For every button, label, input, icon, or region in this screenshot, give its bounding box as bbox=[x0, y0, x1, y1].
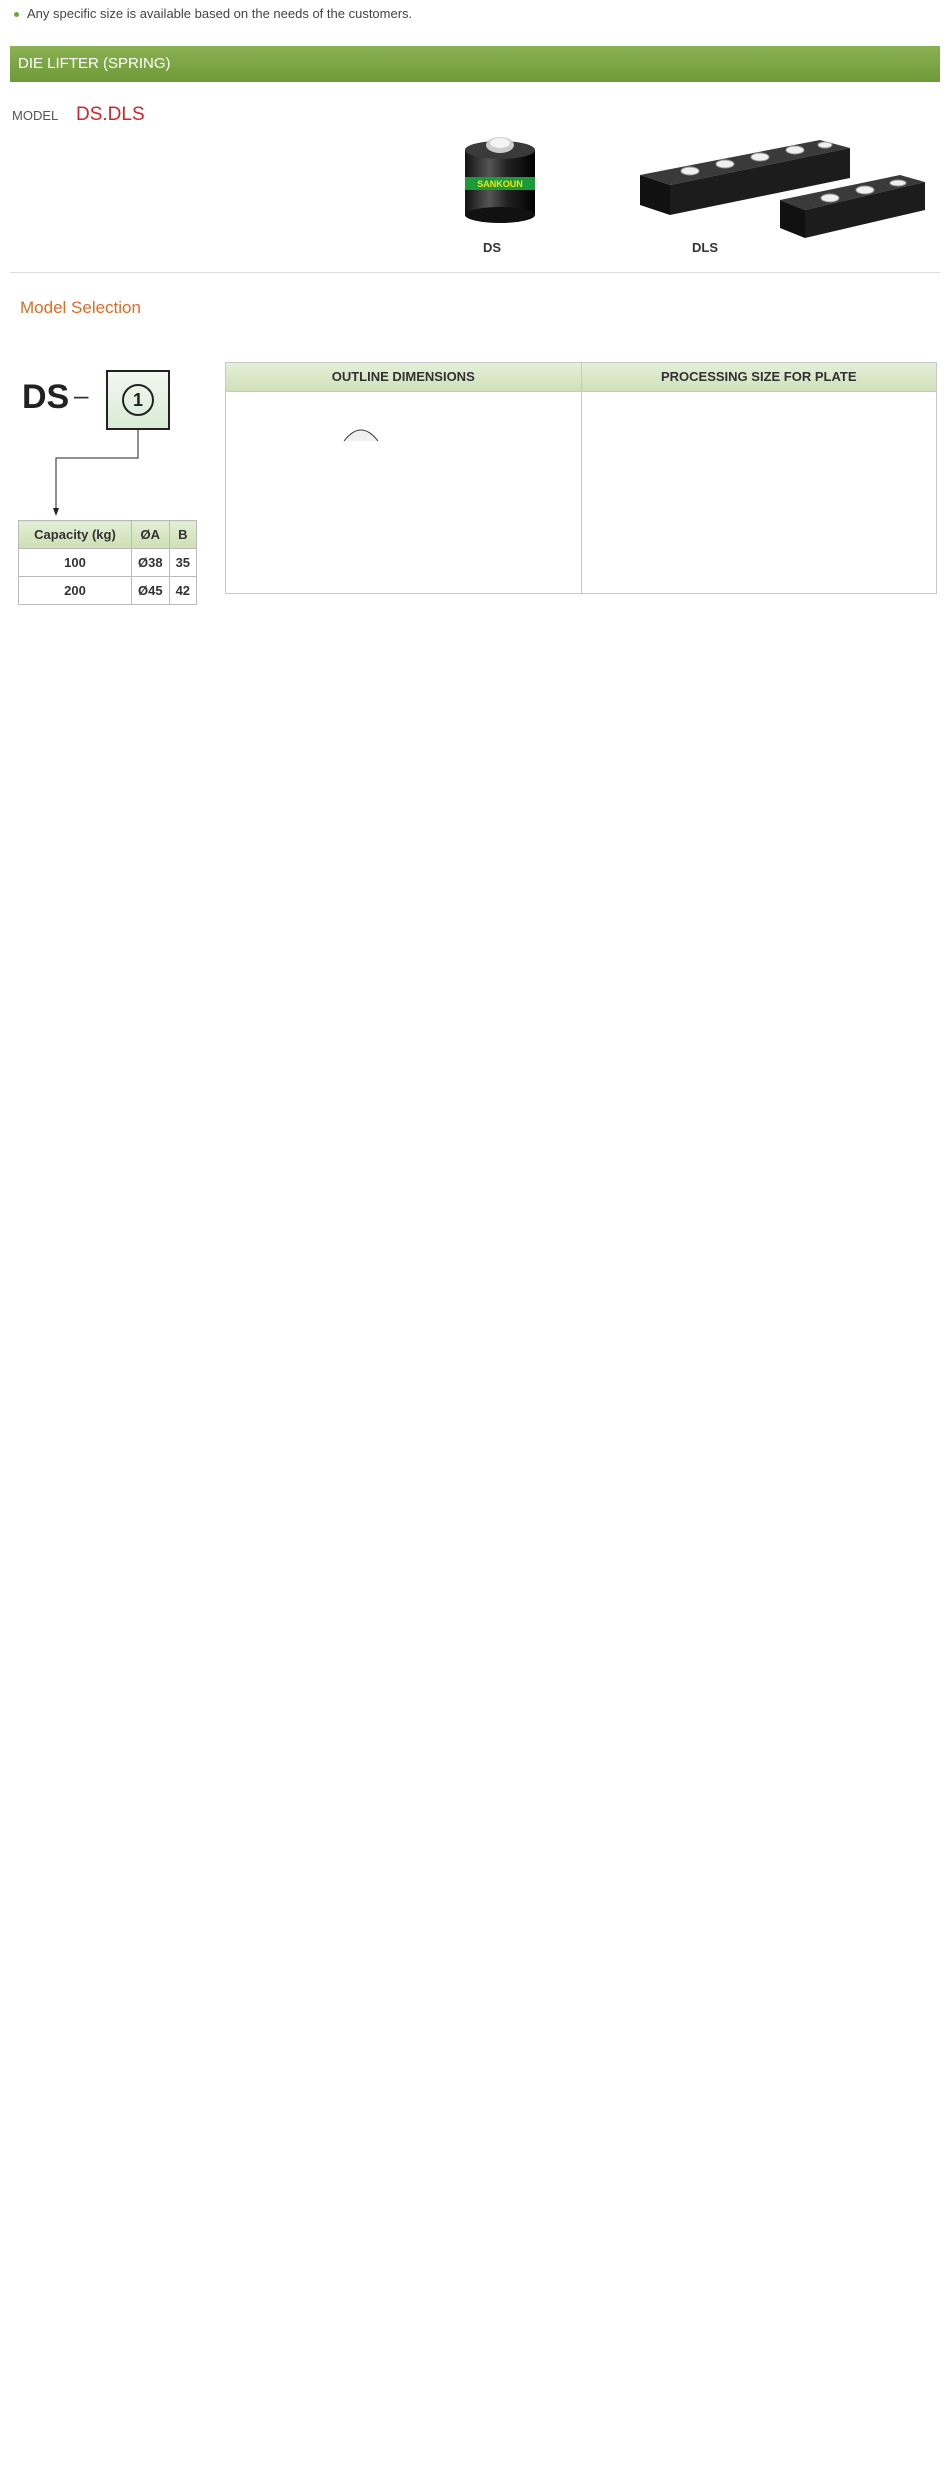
model-value: DS.DLS bbox=[76, 104, 145, 125]
processing-size-header: PROCESSING SIZE FOR PLATE bbox=[582, 363, 937, 392]
dls-product-name: DLS bbox=[692, 240, 718, 255]
ds-section-title: Model Selection bbox=[20, 298, 141, 317]
table-cell: 35 bbox=[169, 549, 196, 577]
table-cell: Ø45 bbox=[132, 577, 170, 605]
table-header: B bbox=[169, 521, 196, 549]
section-banner: DIE LIFTER (SPRING) bbox=[10, 46, 940, 82]
availability-note bbox=[14, 6, 412, 21]
outline-dimensions-header: OUTLINE DIMENSIONS bbox=[226, 363, 582, 392]
ds-dimension-panel bbox=[225, 362, 937, 594]
note-text: Any specific size is available based on the needs of the customers. bbox=[27, 6, 413, 21]
table-cell: 100 bbox=[19, 549, 132, 577]
table-cell: 200 bbox=[19, 577, 132, 605]
ds-dash: – bbox=[74, 380, 89, 410]
table-cell: 42 bbox=[169, 577, 196, 605]
ds-product-image bbox=[455, 125, 545, 235]
bullet-icon bbox=[14, 12, 19, 17]
ds-model-code: DS bbox=[22, 378, 70, 416]
model-label: MODEL bbox=[12, 108, 59, 123]
ds-callout-arrow bbox=[50, 430, 150, 520]
ds-logo-text: SANKOUN bbox=[477, 179, 523, 189]
table-header: Capacity (kg) bbox=[19, 521, 132, 549]
ds-product-name: DS bbox=[483, 240, 502, 255]
ds-option-circle: 1 bbox=[122, 384, 154, 416]
ds-option-box bbox=[106, 370, 170, 430]
dls-product-image bbox=[630, 130, 930, 240]
table-cell: Ø38 bbox=[132, 549, 170, 577]
table-header: ØA bbox=[132, 521, 170, 549]
ds-dimension-drawing bbox=[226, 391, 936, 591]
ds-capacity-table bbox=[18, 520, 197, 605]
divider bbox=[10, 272, 940, 273]
